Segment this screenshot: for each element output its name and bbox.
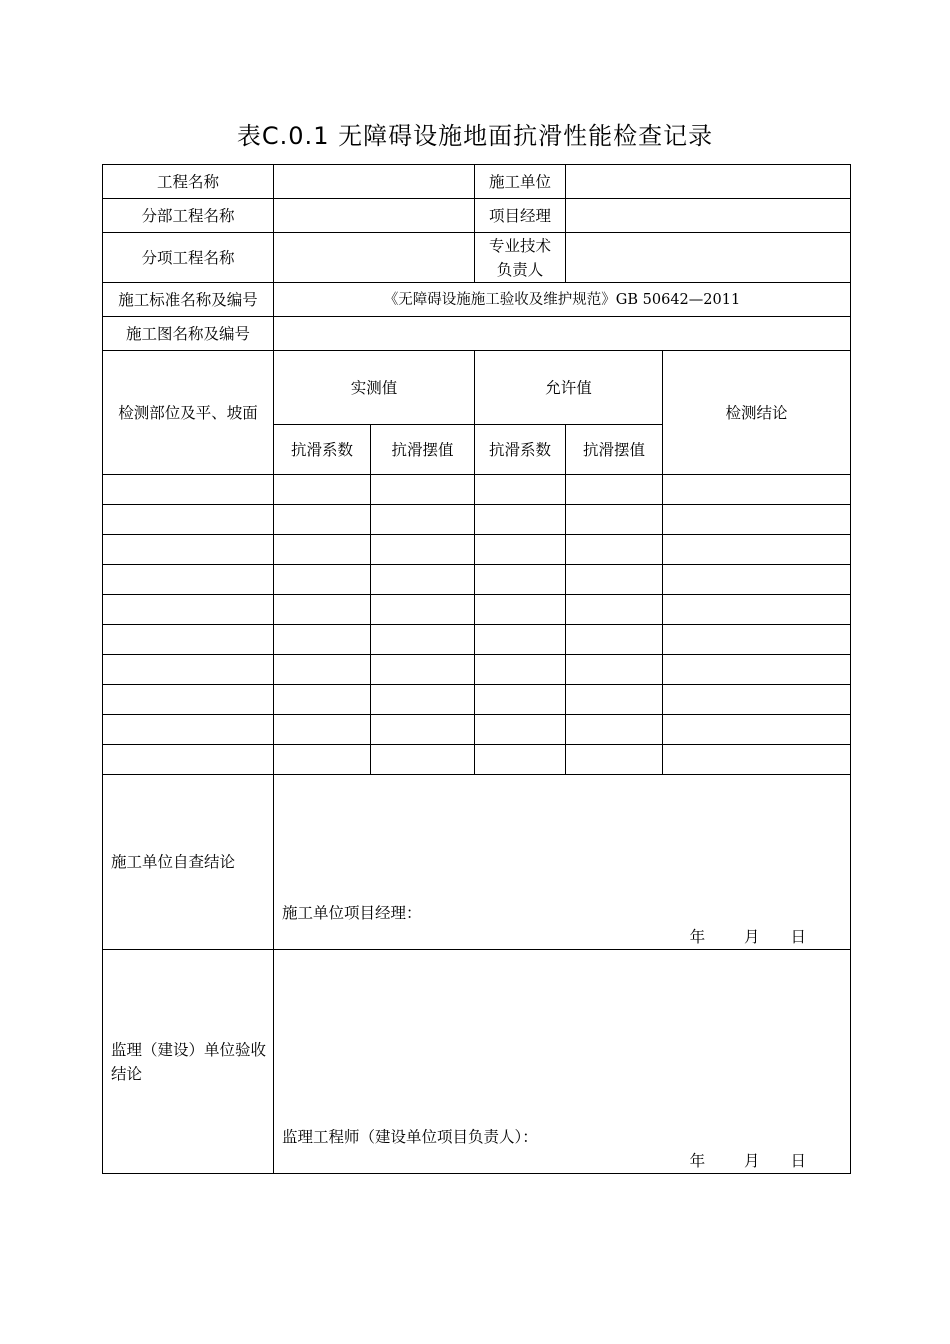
subdivision-field[interactable] bbox=[274, 233, 475, 283]
self-check-field[interactable] bbox=[274, 775, 851, 950]
drawing-label: 施工图名称及编号 bbox=[103, 317, 274, 351]
cell[interactable] bbox=[663, 625, 851, 655]
data-row bbox=[103, 745, 851, 775]
construction-unit-field[interactable] bbox=[566, 165, 851, 199]
cell[interactable] bbox=[103, 625, 274, 655]
tech-lead-field[interactable] bbox=[566, 233, 851, 283]
conclusion-label: 检测结论 bbox=[663, 351, 851, 475]
standard-label: 施工标准名称及编号 bbox=[103, 283, 274, 317]
data-row bbox=[103, 715, 851, 745]
cell[interactable] bbox=[103, 745, 274, 775]
cell[interactable] bbox=[475, 685, 566, 715]
cell[interactable] bbox=[475, 505, 566, 535]
data-row bbox=[103, 505, 851, 535]
cell[interactable] bbox=[566, 595, 663, 625]
project-name-label: 工程名称 bbox=[103, 165, 274, 199]
cell[interactable] bbox=[663, 655, 851, 685]
project-name-field[interactable] bbox=[274, 165, 475, 199]
allowed-label: 允许值 bbox=[475, 351, 663, 425]
cell[interactable] bbox=[274, 625, 371, 655]
cell[interactable] bbox=[371, 535, 475, 565]
cell[interactable] bbox=[274, 745, 371, 775]
data-row bbox=[103, 475, 851, 505]
cell[interactable] bbox=[274, 655, 371, 685]
cell[interactable] bbox=[663, 685, 851, 715]
row-division bbox=[103, 199, 851, 233]
data-row bbox=[103, 565, 851, 595]
acceptance-signer-label: 监理工程师（建设单位项目负责人）： bbox=[282, 1128, 538, 1146]
page-title: 表C.0.1 无障碍设施地面抗滑性能检查记录 bbox=[236, 122, 714, 150]
cell[interactable] bbox=[103, 505, 274, 535]
cell[interactable] bbox=[475, 595, 566, 625]
cell[interactable] bbox=[663, 745, 851, 775]
project-manager-label: 项目经理 bbox=[475, 199, 566, 233]
cell[interactable] bbox=[475, 535, 566, 565]
cell[interactable] bbox=[371, 655, 475, 685]
cell[interactable] bbox=[663, 505, 851, 535]
cell[interactable] bbox=[103, 685, 274, 715]
date-month: 月 bbox=[744, 1152, 760, 1170]
cell[interactable] bbox=[566, 565, 663, 595]
cell[interactable] bbox=[475, 475, 566, 505]
cell[interactable] bbox=[371, 565, 475, 595]
data-row bbox=[103, 685, 851, 715]
drawing-field[interactable] bbox=[274, 317, 851, 351]
location-label: 检测部位及平、坡面 bbox=[103, 351, 274, 475]
cell[interactable] bbox=[566, 685, 663, 715]
acceptance-label: 监理（建设）单位验收结论 bbox=[103, 950, 274, 1174]
date-day: 日 bbox=[790, 928, 806, 946]
row-self-check bbox=[103, 775, 851, 950]
cell[interactable] bbox=[371, 505, 475, 535]
cell[interactable] bbox=[566, 535, 663, 565]
cell[interactable] bbox=[371, 625, 475, 655]
subdivision-label: 分项工程名称 bbox=[103, 233, 274, 283]
row-drawing bbox=[103, 317, 851, 351]
division-field[interactable] bbox=[274, 199, 475, 233]
cell[interactable] bbox=[566, 715, 663, 745]
standard-value: 《无障碍设施施工验收及维护规范》GB 50642—2011 bbox=[274, 283, 851, 317]
self-check-label: 施工单位自查结论 bbox=[103, 775, 274, 950]
data-row bbox=[103, 625, 851, 655]
cell[interactable] bbox=[103, 565, 274, 595]
inspection-record-table bbox=[102, 164, 851, 1174]
measured-pendulum-value-label: 抗滑摆值 bbox=[371, 425, 475, 475]
cell[interactable] bbox=[103, 595, 274, 625]
cell[interactable] bbox=[663, 715, 851, 745]
cell[interactable] bbox=[274, 595, 371, 625]
cell[interactable] bbox=[566, 655, 663, 685]
cell[interactable] bbox=[475, 655, 566, 685]
row-acceptance bbox=[103, 950, 851, 1174]
tech-lead-label-line1: 专业技术 bbox=[488, 236, 551, 255]
cell[interactable] bbox=[274, 535, 371, 565]
tech-lead-label bbox=[475, 233, 566, 283]
cell[interactable] bbox=[371, 745, 475, 775]
acceptance-date bbox=[690, 1149, 806, 1173]
cell[interactable] bbox=[103, 535, 274, 565]
cell[interactable] bbox=[475, 625, 566, 655]
date-year: 年 bbox=[689, 928, 706, 946]
cell[interactable] bbox=[475, 715, 566, 745]
self-check-signer-label: 施工单位项目经理： bbox=[282, 904, 422, 922]
cell[interactable] bbox=[103, 475, 274, 505]
cell[interactable] bbox=[566, 505, 663, 535]
measured-friction-coefficient-label: 抗滑系数 bbox=[274, 425, 371, 475]
cell[interactable] bbox=[371, 475, 475, 505]
allowed-friction-coefficient-label: 抗滑系数 bbox=[475, 425, 566, 475]
cell[interactable] bbox=[274, 475, 371, 505]
cell[interactable] bbox=[663, 535, 851, 565]
data-row bbox=[103, 535, 851, 565]
cell[interactable] bbox=[475, 565, 566, 595]
cell[interactable] bbox=[663, 565, 851, 595]
cell[interactable] bbox=[274, 505, 371, 535]
acceptance-field[interactable] bbox=[274, 950, 851, 1174]
cell[interactable] bbox=[274, 685, 371, 715]
cell[interactable] bbox=[103, 655, 274, 685]
cell[interactable] bbox=[274, 715, 371, 745]
division-label: 分部工程名称 bbox=[103, 199, 274, 233]
cell[interactable] bbox=[371, 715, 475, 745]
tech-lead-label-line2: 负责人 bbox=[496, 260, 544, 279]
cell[interactable] bbox=[566, 745, 663, 775]
date-month: 月 bbox=[744, 928, 760, 946]
cell[interactable] bbox=[274, 565, 371, 595]
self-check-date bbox=[690, 925, 806, 949]
row-project-name bbox=[103, 165, 851, 199]
cell[interactable] bbox=[103, 715, 274, 745]
cell[interactable] bbox=[663, 595, 851, 625]
cell[interactable] bbox=[475, 745, 566, 775]
row-measure-header bbox=[103, 351, 851, 425]
cell[interactable] bbox=[566, 625, 663, 655]
row-subdivision bbox=[103, 233, 851, 283]
cell[interactable] bbox=[371, 685, 475, 715]
measured-label: 实测值 bbox=[274, 351, 475, 425]
construction-unit-label: 施工单位 bbox=[475, 165, 566, 199]
date-year: 年 bbox=[689, 1152, 706, 1170]
project-manager-field[interactable] bbox=[566, 199, 851, 233]
data-row bbox=[103, 655, 851, 685]
cell[interactable] bbox=[663, 475, 851, 505]
cell[interactable] bbox=[566, 475, 663, 505]
date-day: 日 bbox=[790, 1152, 806, 1170]
allowed-pendulum-value-label: 抗滑摆值 bbox=[566, 425, 663, 475]
data-row bbox=[103, 595, 851, 625]
row-standard bbox=[103, 283, 851, 317]
cell[interactable] bbox=[371, 595, 475, 625]
